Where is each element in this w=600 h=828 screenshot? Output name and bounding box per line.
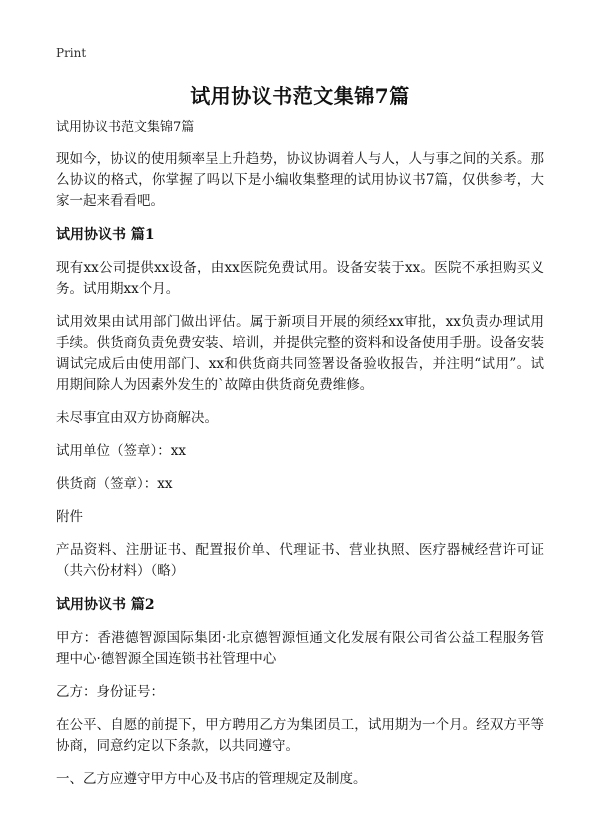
section-heading: 试用协议书 篇1	[56, 227, 155, 243]
document-subtitle: 试用协议书范文集锦7篇	[56, 120, 195, 135]
paragraph: 附件	[56, 509, 83, 525]
paragraph: 试用效果由试用部门做出评估。属于新项目开展的须经xx审批，xx负责办理试用手续。供货商负责免费安装、培训，并提供完整的资料和设备使用手册。设备安装调试完成后由使用部门、xx和供货商共同签署设备验收报告，并注明“试用”。试用期间除人为因素外发生的`故障由供货商免费维修。	[56, 314, 544, 393]
print-label: Print	[56, 46, 87, 60]
paragraph: 现有xx公司提供xx设备，由xx医院免费试用。设备安装于xx。医院不承担购买义务。试用期xx个月。	[56, 260, 544, 297]
document-title: 试用协议书范文集锦7篇	[190, 84, 410, 108]
paragraph: 产品资料、注册证书、配置报价单、代理证书、营业执照、医疗器械经营许可证（共六份材料）（略）	[56, 542, 544, 579]
paragraph: 在公平、自愿的前提下，甲方聘用乙方为集团员工，试用期为一个月。经双方平等协商，同意约定以下条款，以共同遵守。	[56, 717, 544, 754]
intro-paragraph: 现如今，协议的使用频率呈上升趋势，协议协调着人与人，人与事之间的关系。那么协议的格式，你掌握了吗以下是小编收集整理的试用协议书7篇，仅供参考，大家一起来看看吧。	[56, 151, 544, 209]
section-2	[56, 594, 544, 790]
paragraph: 未尽事宜由双方协商解决。	[56, 410, 218, 426]
paragraph: 供货商（签章）：xx	[56, 476, 173, 492]
section-1	[56, 224, 544, 582]
paragraph: 一、乙方应遵守甲方中心及书店的管理规定及制度。	[56, 771, 367, 787]
document-content	[56, 118, 544, 802]
section-heading: 试用协议书 篇2	[56, 597, 155, 613]
paragraph: 乙方：身份证号：	[56, 684, 164, 700]
paragraph: 甲方：香港德智源国际集团·北京德智源恒通文化发展有限公司省公益工程服务管理中心·德智源全国连锁书社管理中心	[56, 630, 544, 667]
paragraph: 试用单位（签章）：xx	[56, 443, 186, 459]
